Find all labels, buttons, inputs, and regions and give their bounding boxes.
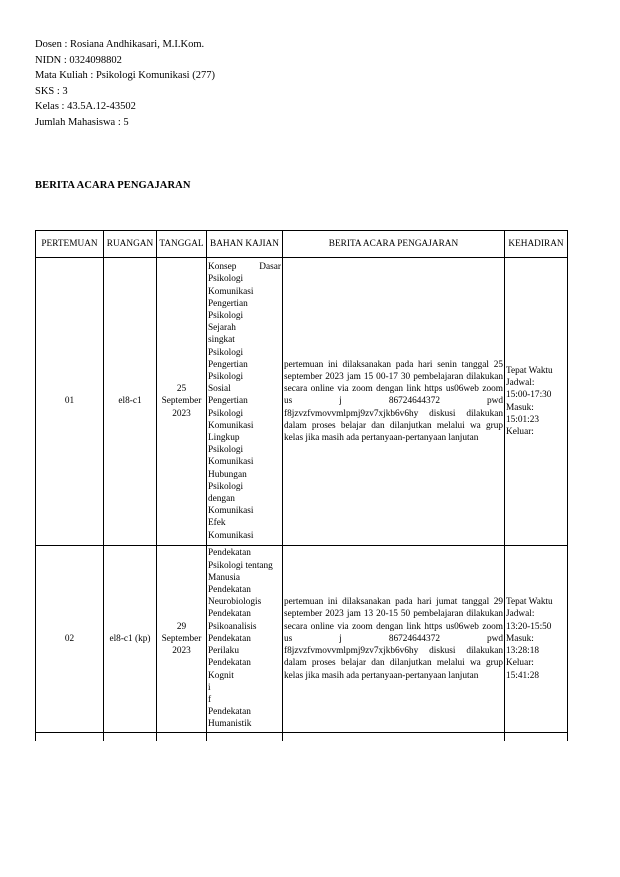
bahan-line: Psikologi: [208, 310, 244, 321]
credits-line: SKS : 3: [35, 85, 68, 97]
kehadiran-line: Jadwal:: [506, 609, 535, 620]
cell-pertemuan: 02: [36, 546, 104, 733]
cell-bahan-kajian: [207, 546, 283, 733]
kehadiran-line: 15:01:23: [506, 414, 540, 425]
bahan-line: Komunikasi: [208, 506, 254, 517]
bahan-line: Psikoanalisis: [208, 621, 257, 632]
bahan-line: Komunikasi: [208, 530, 254, 541]
bahan-line: Psikologi: [208, 274, 244, 285]
bahan-line: Psikologi: [208, 408, 244, 419]
section-title: BERITA ACARA PENGAJARAN: [35, 180, 191, 191]
bahan-line: Pendekatan: [208, 633, 251, 644]
header-pertemuan: PERTEMUAN: [36, 231, 104, 258]
kehadiran-line: Jadwal:: [506, 378, 535, 389]
bahan-line: Kognit: [208, 670, 234, 681]
bahan-line: Perilaku: [208, 646, 239, 657]
cell-tanggal: 25 September 2023: [157, 258, 207, 546]
bahan-line: Pendekatan: [208, 658, 251, 669]
course-info: [35, 37, 215, 130]
kehadiran-line: Tepat Waktu: [506, 597, 553, 608]
header-tanggal: TANGGAL: [157, 231, 207, 258]
cell-berita-acara: pertemuan ini dilaksanakan pada hari senin tanggal 25 september 2023 jam 15 00-17 30 pembelajaran dilakukan secara online via zoom dengan link https us06web zoom us j 86724644372 pwd f8jzvzfvmovvmlpmj9zv7xjkb6v6hy diskusi dilakukan dalam proses belajar dan dilanjutkan melalui wa grup kelas jika masih ada pertanyaan-pertanyaan lanjutan: [283, 258, 505, 546]
kehadiran-line: Keluar:: [506, 658, 534, 669]
bahan-line: Manusia: [208, 572, 241, 583]
cell-pertemuan: 01: [36, 258, 104, 546]
bahan-line: Pengertian: [208, 396, 248, 407]
bahan-line: Komunikasi: [208, 457, 254, 468]
table-continuation-row: [36, 733, 568, 742]
kehadiran-line: Keluar:: [506, 426, 534, 437]
lecturer-line: Dosen : Rosiana Andhikasari, M.I.Kom.: [35, 39, 205, 50]
class-line: Kelas : 43.5A.12-43502: [35, 101, 136, 112]
kehadiran-line: 13:28:18: [506, 646, 540, 657]
cell-bahan-kajian: [207, 258, 283, 546]
bahan-line: Pendekatan: [208, 548, 251, 559]
kehadiran-line: 13:20-15:50: [506, 621, 552, 632]
bahan-line: Sejarah: [208, 323, 236, 334]
cell-ruangan: el8-c1 (kp): [104, 546, 157, 733]
table-header-row: [36, 231, 568, 258]
bahan-line: Pengertian: [208, 298, 248, 309]
nidn-line: NIDN : 0324098802: [35, 54, 122, 66]
kehadiran-line: 15:41:28: [506, 670, 540, 681]
cell-tanggal: 29 September 2023: [157, 546, 207, 733]
kehadiran-line: 15:00-17:30: [506, 390, 552, 401]
bahan-line: singkat: [208, 335, 235, 346]
bahan-line: Efek: [208, 518, 226, 529]
bahan-line: Lingkup: [208, 433, 240, 443]
header-berita-acara: BERITA ACARA PENGAJARAN: [283, 231, 505, 258]
bahan-line: Konsep Dasar: [208, 262, 281, 273]
bahan-line: Pendekatan: [208, 585, 251, 596]
bahan-line: Neurobiologis: [208, 597, 262, 608]
bahan-line: Psikologi tentang: [208, 560, 273, 571]
bahan-line: Komunikasi: [208, 286, 254, 297]
bahan-line: Psikologi: [208, 481, 244, 492]
bahan-line: Psikologi: [208, 347, 244, 358]
bahan-line: i: [208, 682, 211, 693]
bahan-line: Psikologi: [208, 445, 244, 456]
header-bahan-kajian: BAHAN KAJIAN: [207, 231, 283, 258]
bahan-line: Psikologi: [208, 371, 244, 382]
kehadiran-line: Tepat Waktu: [506, 365, 553, 376]
cell-kehadiran: [505, 258, 568, 546]
bahan-line: f: [208, 694, 212, 705]
cell-kehadiran: [505, 546, 568, 733]
student-count-line: Jumlah Mahasiswa : 5: [35, 116, 129, 128]
bahan-line: Hubungan: [208, 469, 247, 480]
bahan-line: Sosial: [208, 384, 231, 395]
course-line: Mata Kuliah : Psikologi Komunikasi (277): [35, 70, 215, 81]
teaching-record-table: [35, 230, 568, 741]
bahan-line: Pendekatan: [208, 609, 251, 620]
header-ruangan: RUANGAN: [104, 231, 157, 258]
bahan-line: Pengertian: [208, 359, 248, 370]
bahan-line: dengan: [208, 494, 235, 505]
bahan-line: Humanistik: [208, 719, 252, 730]
bahan-line: Pendekatan: [208, 707, 251, 718]
cell-berita-acara: pertemuan ini dilaksanakan pada hari jumat tanggal 29 september 2023 jam 13 20-15 50 pembelajaran dilakukan secara online via zoom dengan link https us06web zoom us j 86724644372 pwd f8jzvzfvmovvmlpmj9zv7xjkb6v6hy diskusi dilakukan dalam proses belajar dan dilanjutkan melalui wa grup kelas jika masih ada pertanyaan-pertanyaan lanjutan: [283, 546, 505, 733]
table-row: [36, 258, 568, 546]
kehadiran-line: Masuk:: [506, 402, 534, 413]
kehadiran-line: Masuk:: [506, 633, 534, 644]
bahan-line: Komunikasi: [208, 420, 254, 431]
header-kehadiran: KEHADIRAN: [505, 231, 568, 258]
cell-ruangan: el8-c1: [104, 258, 157, 546]
table-row: [36, 546, 568, 733]
